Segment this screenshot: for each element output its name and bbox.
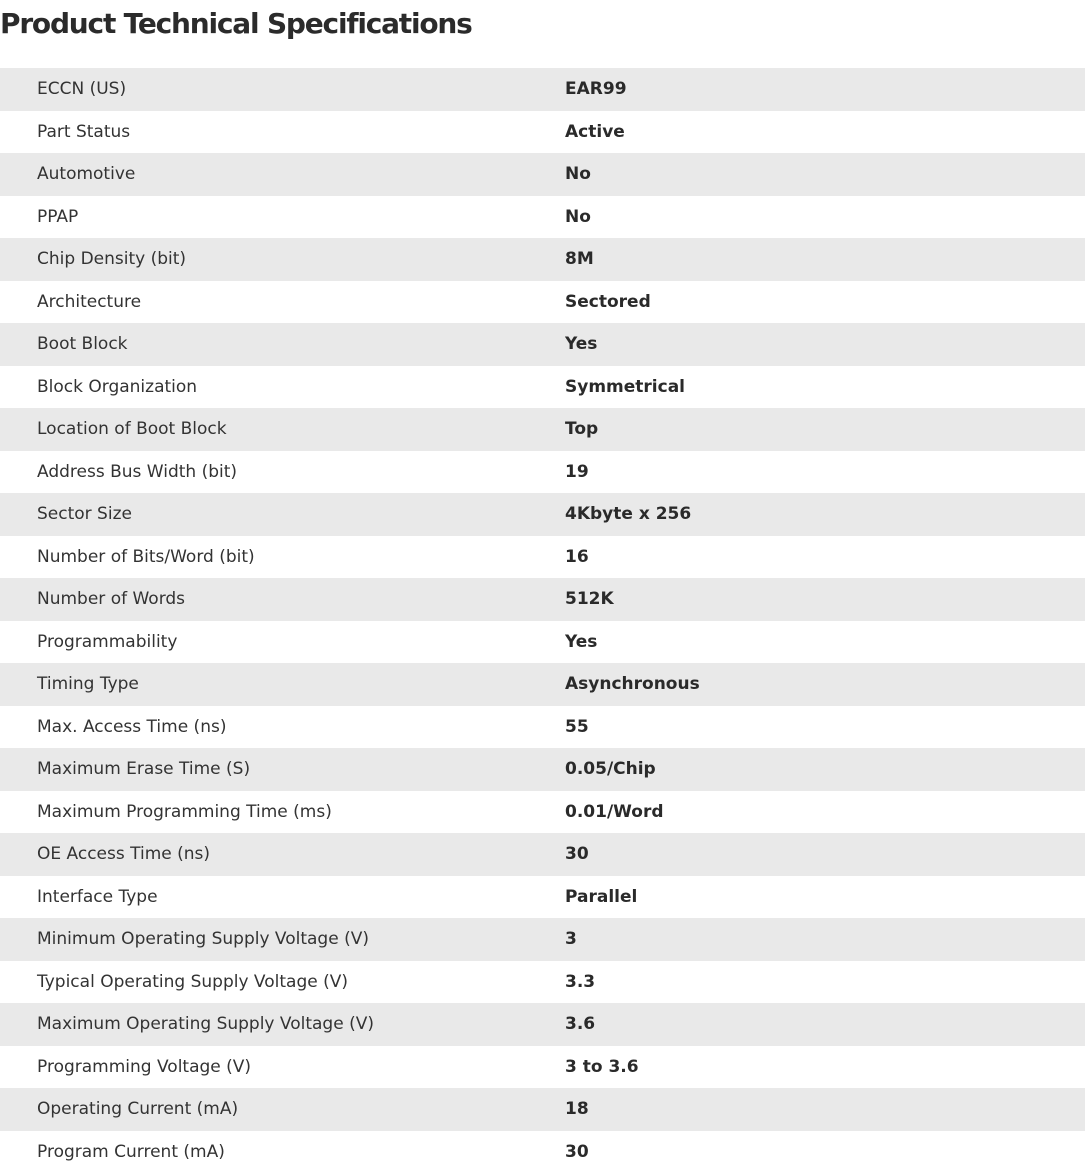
- spec-label: Automotive: [0, 153, 565, 196]
- spec-label: Timing Type: [0, 663, 565, 706]
- spec-value: Top: [565, 408, 1085, 451]
- spec-value: 4Kbyte x 256: [565, 493, 1085, 536]
- spec-value: 30: [565, 1131, 1085, 1173]
- spec-value: Active: [565, 111, 1085, 154]
- table-row: [0, 578, 1085, 621]
- spec-value: 19: [565, 451, 1085, 494]
- spec-label: ECCN (US): [0, 68, 565, 111]
- spec-label: Boot Block: [0, 323, 565, 366]
- spec-value: 3.3: [565, 961, 1085, 1004]
- spec-label: Number of Bits/Word (bit): [0, 536, 565, 579]
- spec-label: Max. Access Time (ns): [0, 706, 565, 749]
- table-row: [0, 1088, 1085, 1131]
- spec-value: Parallel: [565, 876, 1085, 919]
- spec-label: Architecture: [0, 281, 565, 324]
- spec-value: 18: [565, 1088, 1085, 1131]
- table-row: [0, 918, 1085, 961]
- table-row: [0, 791, 1085, 834]
- table-row: [0, 196, 1085, 239]
- table-row: [0, 1003, 1085, 1046]
- spec-label: Address Bus Width (bit): [0, 451, 565, 494]
- spec-value: Yes: [565, 621, 1085, 664]
- spec-value: 512K: [565, 578, 1085, 621]
- spec-label: Operating Current (mA): [0, 1088, 565, 1131]
- spec-label: Programmability: [0, 621, 565, 664]
- spec-label: Chip Density (bit): [0, 238, 565, 281]
- table-row: [0, 706, 1085, 749]
- spec-label: Maximum Operating Supply Voltage (V): [0, 1003, 565, 1046]
- spec-table: [0, 68, 1085, 1173]
- spec-label: Maximum Erase Time (S): [0, 748, 565, 791]
- spec-label: Sector Size: [0, 493, 565, 536]
- spec-label: Part Status: [0, 111, 565, 154]
- table-row: [0, 153, 1085, 196]
- table-row: [0, 1046, 1085, 1089]
- spec-value: 16: [565, 536, 1085, 579]
- spec-label: Maximum Programming Time (ms): [0, 791, 565, 834]
- spec-label: OE Access Time (ns): [0, 833, 565, 876]
- table-row: [0, 323, 1085, 366]
- spec-value: Asynchronous: [565, 663, 1085, 706]
- table-row: [0, 493, 1085, 536]
- spec-value: No: [565, 153, 1085, 196]
- table-row: [0, 876, 1085, 919]
- spec-label: Program Current (mA): [0, 1131, 565, 1173]
- spec-table-body: [0, 68, 1085, 1173]
- spec-value: 3.6: [565, 1003, 1085, 1046]
- spec-value: 3: [565, 918, 1085, 961]
- spec-label: PPAP: [0, 196, 565, 239]
- table-row: [0, 451, 1085, 494]
- spec-label: Location of Boot Block: [0, 408, 565, 451]
- table-row: [0, 408, 1085, 451]
- table-row: [0, 536, 1085, 579]
- spec-value: 30: [565, 833, 1085, 876]
- spec-value: 0.05/Chip: [565, 748, 1085, 791]
- spec-label: Block Organization: [0, 366, 565, 409]
- spec-value: EAR99: [565, 68, 1085, 111]
- spec-label: Number of Words: [0, 578, 565, 621]
- table-row: [0, 281, 1085, 324]
- page-title: Product Technical Specifications: [0, 4, 472, 44]
- table-row: [0, 366, 1085, 409]
- table-row: [0, 1131, 1085, 1173]
- spec-value: Yes: [565, 323, 1085, 366]
- spec-label: Interface Type: [0, 876, 565, 919]
- spec-label: Minimum Operating Supply Voltage (V): [0, 918, 565, 961]
- table-row: [0, 111, 1085, 154]
- spec-label: Programming Voltage (V): [0, 1046, 565, 1089]
- table-row: [0, 663, 1085, 706]
- table-row: [0, 68, 1085, 111]
- spec-value: 0.01/Word: [565, 791, 1085, 834]
- spec-label: Typical Operating Supply Voltage (V): [0, 961, 565, 1004]
- table-row: [0, 961, 1085, 1004]
- spec-value: 55: [565, 706, 1085, 749]
- spec-value: 3 to 3.6: [565, 1046, 1085, 1089]
- spec-value: No: [565, 196, 1085, 239]
- table-row: [0, 833, 1085, 876]
- table-row: [0, 621, 1085, 664]
- table-row: [0, 748, 1085, 791]
- spec-value: Sectored: [565, 281, 1085, 324]
- table-row: [0, 238, 1085, 281]
- spec-value: Symmetrical: [565, 366, 1085, 409]
- spec-value: 8M: [565, 238, 1085, 281]
